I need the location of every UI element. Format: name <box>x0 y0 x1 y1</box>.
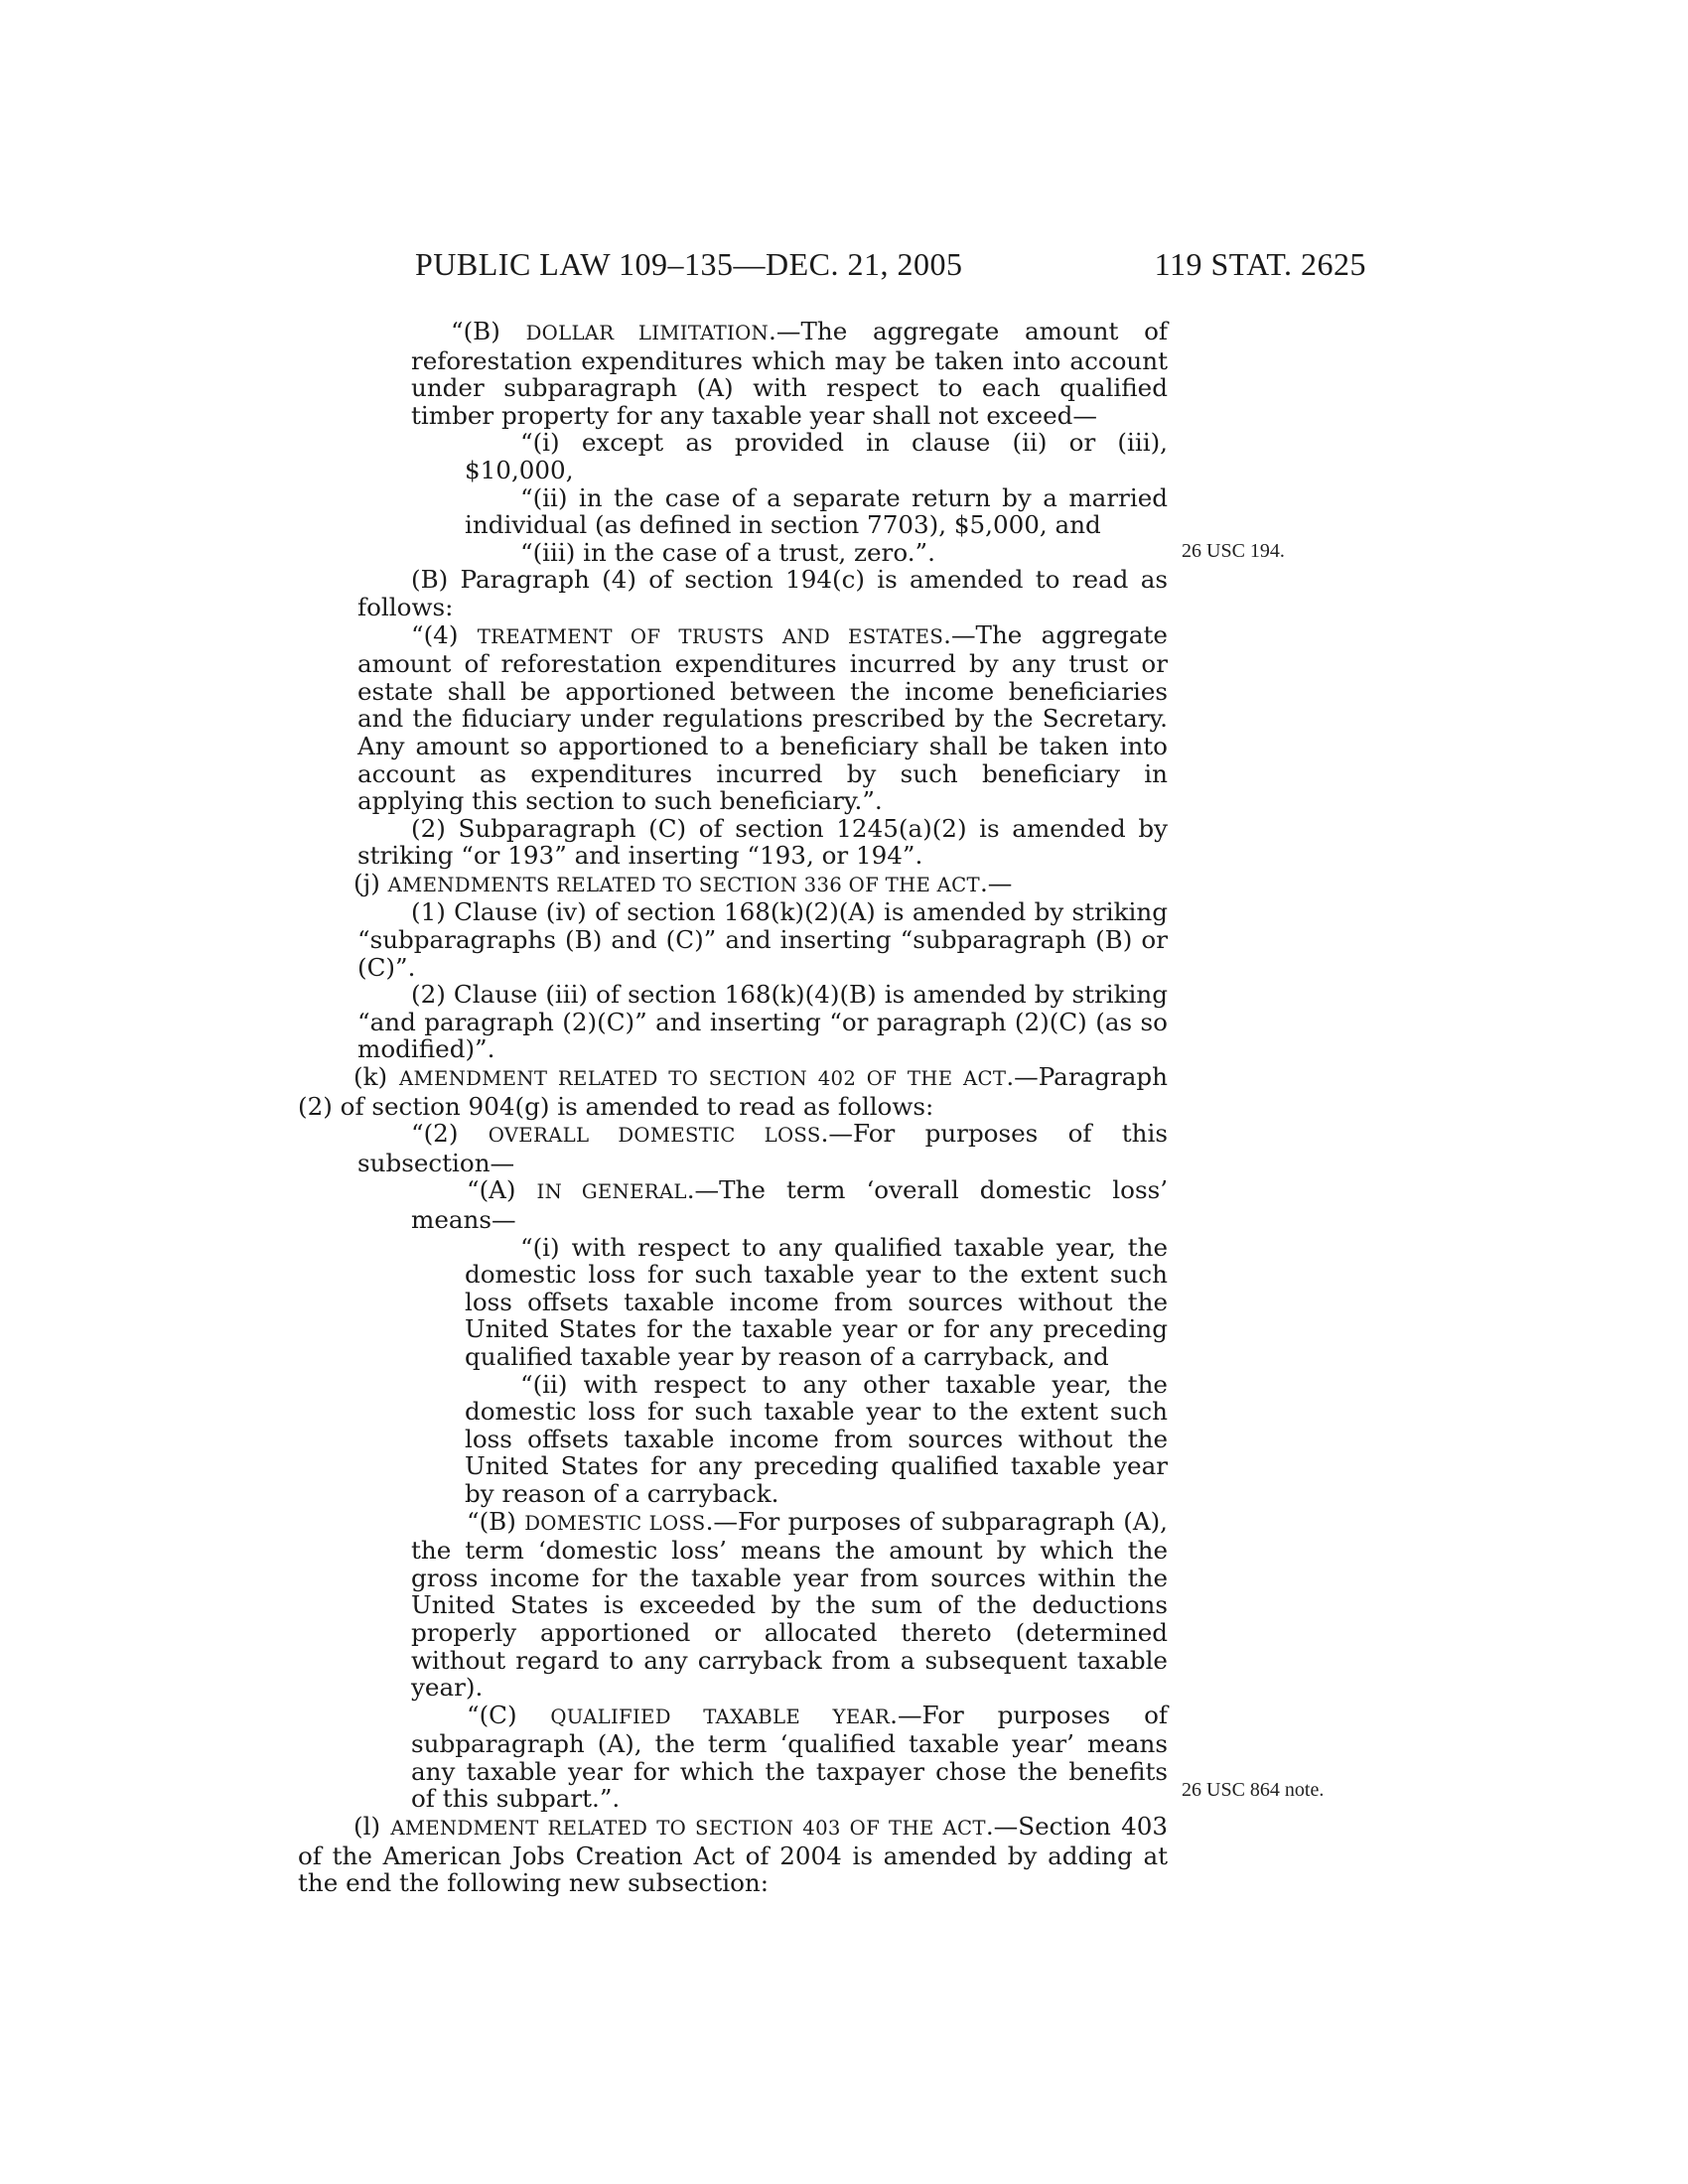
heading-qualified-taxable-year: QUALIFIED TAXABLE YEAR <box>550 1705 891 1728</box>
heading-section-336: AMENDMENTS RELATED TO SECTION 336 OF THE ACT <box>387 873 980 896</box>
heading-in-general: IN GENERAL <box>536 1180 687 1204</box>
para-c-qualified-taxable-year: “(C) QUALIFIED TAXABLE YEAR.—For purposes of subparagraph (A), the term ‘qualified taxable year’ means any taxable year for which the taxpayer chose the benefits of this subpart.”. <box>411 1700 1168 1814</box>
heading-trusts-and-estates: TREATMENT OF TRUSTS AND ESTATES <box>477 624 944 648</box>
clause-ii: “(ii) in the case of a separate return by a married individual (as defined in section 7703), $5,000, and <box>465 482 1168 540</box>
clause-i: “(i) except as provided in clause (ii) or (iii), $10,000, <box>465 428 1168 484</box>
para-k-section-402: (k) AMENDMENT RELATED TO SECTION 402 OF THE ACT.—Paragraph (2) of section 904(g) is amended to read as follows: <box>298 1062 1168 1121</box>
heading-domestic-loss: DOMESTIC LOSS <box>524 1511 706 1535</box>
margin-note-usc-194: 26 USC 194. <box>1182 540 1285 562</box>
heading-dollar-limitation: DOLLAR LIMITATION <box>525 322 770 344</box>
para-a-in-general: “(A) IN GENERAL.—The term ‘overall domestic loss’ means— <box>411 1175 1169 1234</box>
heading-overall-domestic-loss: OVERALL DOMESTIC LOSS <box>488 1124 821 1148</box>
heading-section-402: AMENDMENT RELATED TO SECTION 402 OF THE ACT <box>399 1067 1007 1091</box>
para-j-1: (1) Clause (iv) of section 168(k)(2)(A) is amended by striking “subparagraphs (B) and (C)” and inserting “subparagraph (B) or (C)”. <box>357 897 1168 982</box>
margin-note-usc-864: 26 USC 864 note. <box>1182 1779 1325 1801</box>
para-treatment-of-trusts: “(4) TREATMENT OF TRUSTS AND ESTATES.—The aggregate amount of reforestation expenditures incurred by any trust or estate shall be apportioned between the income beneficiaries and the fiduciary under regulations prescribed by the Secretary. Any amount so apportioned to a beneficiary shall be taken into account as expenditures incurred by such beneficiary in applying this section to such beneficiary.”. <box>357 619 1168 816</box>
para-2-subparagraph-c: (2) Subparagraph (C) of section 1245(a)(2) is amended by striking “or 193” and inserting “193, or 194”. <box>357 813 1168 871</box>
header-stat-page: 119 STAT. 2625 <box>1154 246 1366 282</box>
heading-section-403: AMENDMENT RELATED TO SECTION 403 OF THE ACT <box>390 1817 986 1841</box>
para-b-paragraph-4: (B) Paragraph (4) of section 194(c) is amended to read as follows: <box>357 565 1168 621</box>
para-l-section-403: (l) AMENDMENT RELATED TO SECTION 403 OF THE ACT.—Section 403 of the American Jobs Creation Act of 2004 is amended by adding at the end the following new subsection: <box>298 1812 1169 1898</box>
para-b-domestic-loss: “(B) DOMESTIC LOSS.—For purposes of subparagraph (A), the term ‘domestic loss’ means the amount by which the gross income for the taxable year from sources within the United States is exceeded by the sum of the deductions properly apportioned or allocated thereto (determined without regard to any carryback from a subsequent taxable year). <box>411 1506 1168 1703</box>
clause-iii: “(iii) in the case of a trust, zero.”. <box>520 537 935 567</box>
para-overall-domestic-loss: “(2) OVERALL DOMESTIC LOSS.—For purposes of this subsection— <box>357 1119 1169 1177</box>
para-j-2: (2) Clause (iii) of section 168(k)(4)(B) is amended by striking “and paragraph (2)(C)” and inserting “or paragraph (2)(C) (as so modified)”. <box>357 980 1168 1064</box>
clause-qualified-year: “(i) with respect to any qualified taxable year, the domestic loss for such taxable year to the extent such loss offsets taxable income from sources without the United States for the taxable year or for any preceding qualified taxable year by reason of a carryback, and <box>465 1232 1168 1371</box>
clause-other-year: “(ii) with respect to any other taxable year, the domestic loss for such taxable year to the extent such loss offsets taxable income from sources without the United States for any preceding qualified taxable year by reason of a carryback. <box>465 1369 1168 1508</box>
document-body <box>298 318 1168 1897</box>
running-header <box>415 246 1366 286</box>
para-j-section-336: (j) AMENDMENTS RELATED TO SECTION 336 OF THE ACT.— <box>353 868 1013 897</box>
para-dollar-limitation: “(B) DOLLAR LIMITATION.—The aggregate amount of reforestation expenditures which may be taken into account under subparagraph (A) with respect to each qualified timber property for any taxable year shall not exceed— <box>411 317 1169 430</box>
header-law-citation: PUBLIC LAW 109–135—DEC. 21, 2005 <box>415 246 963 282</box>
